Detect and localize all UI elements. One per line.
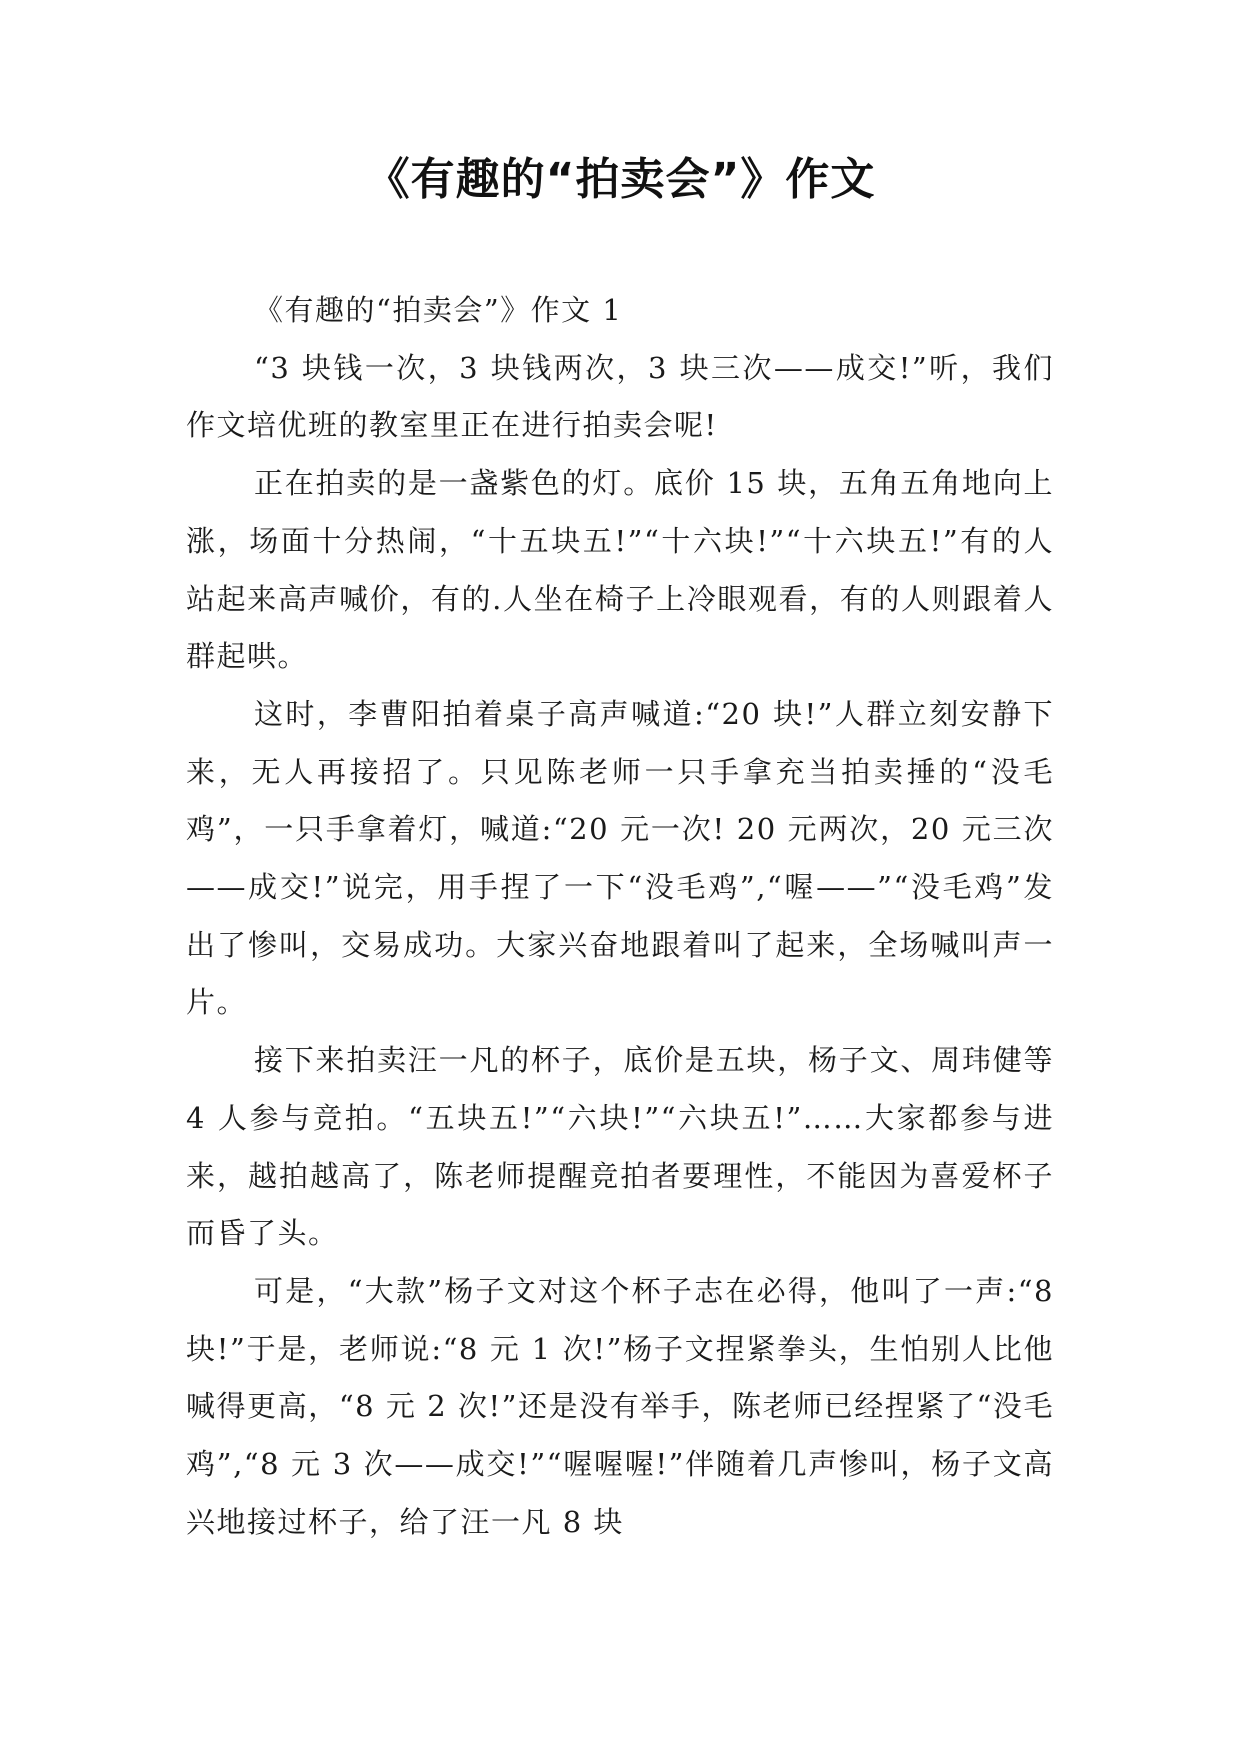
paragraph-1: “3 块钱一次，3 块钱两次，3 块三次——成交!”听，我们作文培优班的教室里正在进行拍卖会呢! [186,350,1054,443]
essay-subtitle: 《有趣的“拍卖会”》作文 1 [254,293,623,327]
paragraph-5: 可是，“大款”杨子文对这个杯子志在必得，他叫了一声:“8 块!”于是，老师说:“8 元 1 次!”杨子文捏紧拳头，生怕别人比他喊得更高，“8 元 2 次!”还是没有举手，陈老师已经捏紧了“没毛鸡”,“8 元 3 次——成交!”“喔喔喔!”伴随着几声惨叫，杨子文高兴地接过杯子，给了汪一凡 8 块 [186,1273,1054,1539]
paragraph-3: 这时，李曹阳拍着桌子高声喊道:“20 块!”人群立刻安静下来，无人再接招了。只见陈老师一只手拿充当拍卖捶的“没毛鸡”，一只手拿着灯，喊道:“20 元一次! 20 元两次，20 元三次——成交!”说完，用手捏了一下“没毛鸡”,“喔——”“没毛鸡”发出了惨叫，交易成功。大家兴奋地跟着叫了起来，全场喊叫声一片。 [186,696,1054,1020]
paragraph-2: 正在拍卖的是一盏紫色的灯。底价 15 块，五角五角地向上涨，场面十分热闹，“十五块五!”“十六块!”“十六块五!”有的人站起来高声喊价，有的.人坐在椅子上冷眼观看，有的人则跟着人群起哄。 [186,466,1054,674]
paragraph-4: 接下来拍卖汪一凡的杯子，底价是五块，杨子文、周玮健等 4 人参与竞拍。“五块五!”“六块!”“六块五!”……大家都参与进来，越拍越高了，陈老师提醒竞拍者要理性，不能因为喜爱杯子而昏了头。 [186,1043,1054,1251]
document-title: 《有趣的“拍卖会”》作文 [365,154,876,205]
document-body [186,282,1054,1551]
